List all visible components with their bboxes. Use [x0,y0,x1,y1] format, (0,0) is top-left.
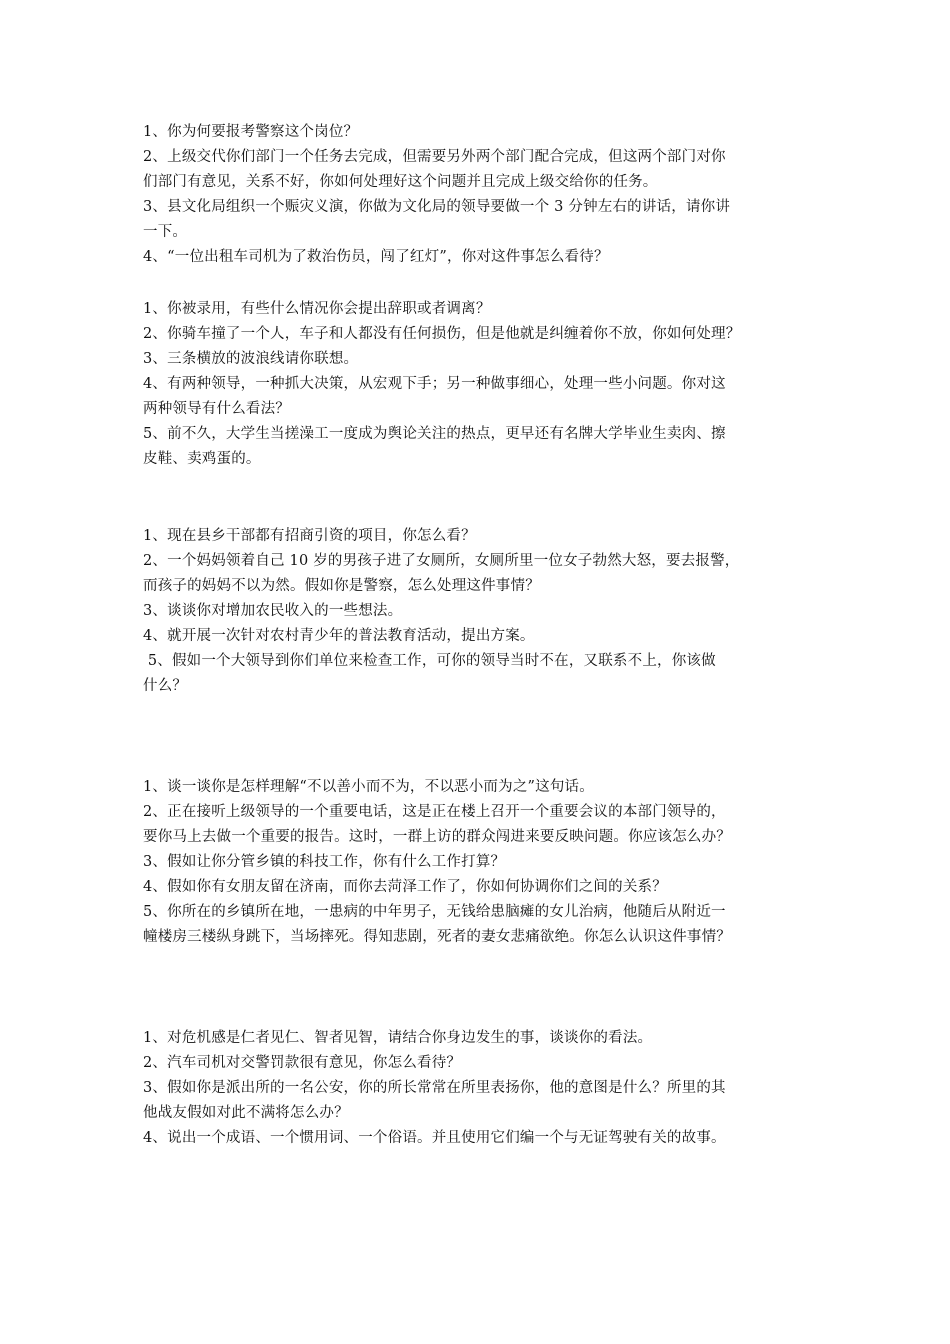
question-line: 4、有两种领导，一种抓大决策，从宏观下手；另一种做事细心，处理一些小问题。你对这 [143,376,726,392]
question-line: 1、你被录用，有些什么情况你会提出辞职或者调离？ [143,301,491,317]
question-line: 3、假如让你分管乡镇的科技工作，你有什么工作打算？ [143,854,506,870]
question-line: 2、上级交代你们部门一个任务去完成，但需要另外两个部门配合完成，但这两个部门对你 [143,149,726,165]
question-line: 2、汽车司机对交警罚款很有意见，你怎么看待？ [143,1055,462,1071]
question-line: 他战友假如对此不满将怎么办？ [143,1105,349,1121]
question-line: 4、说出一个成语、一个惯用词、一个俗语。并且使用它们编一个与无证驾驶有关的故事。 [143,1130,726,1146]
section-spacer [143,270,831,297]
question-line: 什么？ [143,678,188,694]
question-line: 2、正在接听上级领导的一个重要电话，这是正在楼上召开一个重要会议的本部门领导的， [143,804,726,820]
question-line: 1、你为何要报考警察这个岗位？ [143,124,359,140]
question-line: 3、三条横放的波浪线请你联想。 [143,351,359,367]
question-line: 4、假如你有女朋友留在济南，而你去菏泽工作了，你如何协调你们之间的关系？ [143,879,667,895]
question-line: 一下。 [143,224,188,240]
question-section-1 [143,120,831,270]
question-line: 而孩子的妈妈不以为然。假如你是警察，怎么处理这件事情？ [143,578,540,594]
question-line: 1、谈一谈你是怎样理解“不以善小而不为，不以恶小而为之”这句话。 [143,779,594,795]
question-line: 4、“一位出租车司机为了救治伤员，闯了红灯”，你对这件事怎么看待？ [143,249,609,265]
section-spacer [143,472,831,524]
question-line: 4、就开展一次针对农村青少年的普法教育活动，提出方案。 [143,628,535,644]
section-spacer [143,699,831,775]
document-page [143,120,831,1151]
question-line: 1、对危机感是仁者见仁、智者见智，请结合你身边发生的事，谈谈你的看法。 [143,1030,653,1046]
question-line: 5、假如一个大领导到你们单位来检查工作，可你的领导当时不在，又联系不上，你该做 [143,653,716,669]
question-line: 2、你骑车撞了一个人，车子和人都没有任何损伤，但是他就是纠缠着你不放，你如何处理？ [143,326,741,342]
question-line: 5、前不久，大学生当搓澡工一度成为舆论关注的热点，更早还有名牌大学毕业生卖肉、擦 [143,426,726,442]
question-line: 幢楼房三楼纵身跳下，当场摔死。得知悲剧，死者的妻女悲痛欲绝。你怎么认识这件事情？ [143,929,731,945]
question-section-3 [143,524,831,699]
question-line: 们部门有意见，关系不好，你如何处理好这个问题并且完成上级交给你的任务。 [143,174,658,190]
question-line: 3、谈谈你对增加农民收入的一些想法。 [143,603,403,619]
question-line: 3、县文化局组织一个赈灾义演，你做为文化局的领导要做一个 3 分钟左右的讲话，请你讲 [143,199,731,215]
question-line: 2、一个妈妈领着自己 10 岁的男孩子进了女厕所，女厕所里一位女子勃然大怒，要去报警， [143,553,740,569]
question-line: 5、你所在的乡镇所在地，一患病的中年男子，无钱给患脑瘫的女儿治病，他随后从附近一 [143,904,726,920]
question-line: 两种领导有什么看法？ [143,401,290,417]
section-spacer [143,950,831,1026]
question-line: 皮鞋、卖鸡蛋的。 [143,451,261,467]
question-line: 要你马上去做一个重要的报告。这时，一群上访的群众闯进来要反映问题。你应该怎么办？ [143,829,731,845]
question-line: 3、假如你是派出所的一名公安，你的所长常常在所里表扬你，他的意图是什么？所里的其 [143,1080,726,1096]
question-section-4 [143,775,831,950]
question-line: 1、现在县乡干部都有招商引资的项目，你怎么看？ [143,528,476,544]
question-section-2 [143,297,831,472]
question-section-5 [143,1026,831,1151]
